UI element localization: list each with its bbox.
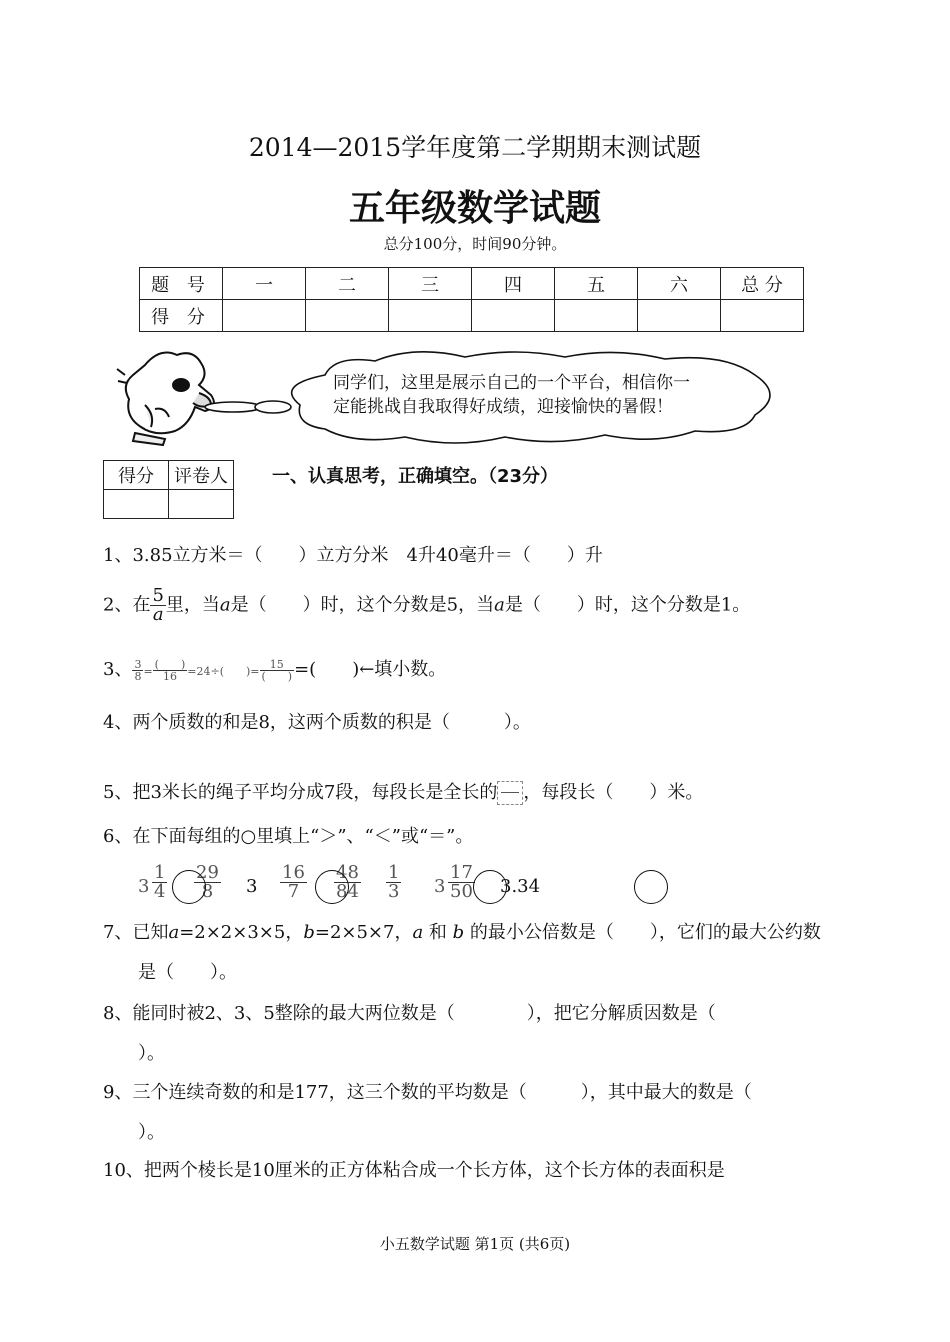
cmp-e-den: 84: [336, 881, 359, 902]
score-table-score-row: [140, 300, 804, 332]
q2-fraction: [150, 587, 165, 624]
cmp-d-frac: [280, 864, 307, 901]
question-7: [103, 918, 821, 944]
q2-var-1: a: [219, 594, 231, 616]
score-blank: [555, 300, 638, 332]
cmp-c-whole: 3: [246, 876, 258, 897]
grader-score-label: 得分: [104, 461, 169, 490]
q3-f1-denominator: 8: [134, 669, 142, 683]
q2-denominator: a: [152, 604, 164, 625]
score-blank: [223, 300, 306, 332]
q7-var-b: b: [303, 922, 315, 943]
question-6: 6、在下面每组的○里填上“＞”、“＜”或“＝”。: [103, 826, 474, 847]
score-table-header-row: [140, 268, 804, 300]
score-cell: 题 号: [140, 268, 223, 300]
cmp-a-den: 4: [154, 881, 166, 902]
cmp-d-num: 16: [282, 862, 305, 883]
q3-f2-denominator: 16: [162, 669, 177, 683]
cmp-h-value: 3.34: [500, 876, 541, 897]
cmp-e-num: 48: [336, 862, 359, 883]
q7-text-i: 的最小公倍数是（ ），它们的最大公约数: [464, 922, 821, 943]
cmp-a-num: 1: [154, 862, 166, 883]
cmp-a-frac: [152, 864, 167, 901]
q7-var-a: a: [168, 922, 180, 943]
cmp-d-den: 7: [287, 881, 300, 902]
q2-numerator: 5: [152, 585, 164, 606]
grader-name-label: 评卷人: [169, 461, 234, 490]
q3-prefix: 3、: [103, 659, 133, 680]
q7-var-b2: b: [452, 922, 465, 943]
q7-text-g: 和: [423, 922, 453, 943]
question-4: 4、两个质数的和是8，这两个质数的积是（ ）。: [103, 712, 531, 733]
score-cell: 总 分: [721, 268, 804, 300]
q3-middle: =24÷( )=: [187, 665, 260, 678]
q2-var-2: a: [494, 594, 505, 616]
q3-fraction-2: [153, 659, 188, 682]
q7-var-a2: a: [412, 922, 424, 943]
page-title: 五年级数学试题: [348, 188, 601, 229]
cmp-g-num: 17: [450, 862, 473, 883]
speech-line-2: 定能挑战自我取得好成绩，迎接愉快的暑假！: [333, 397, 673, 417]
score-cell: 三: [389, 268, 472, 300]
compare-circle-1[interactable]: [172, 870, 206, 904]
q3-f1-numerator: 3: [134, 657, 142, 671]
q7-text-c: =2×2×3×5，: [179, 922, 304, 943]
question-7-line-2: 是（ ）。: [138, 962, 237, 983]
score-blank: [721, 300, 804, 332]
cartoon-duck-icon: [117, 353, 214, 445]
q7-text-e: =2×5×7，: [314, 922, 413, 943]
cmp-g-whole: 3: [434, 876, 446, 897]
cmp-f-den: 3: [388, 881, 400, 902]
cmp-b-den: 8: [201, 881, 214, 902]
q3-f3-denominator: ( ): [261, 669, 293, 683]
question-3: [103, 655, 446, 682]
score-blank: [306, 300, 389, 332]
q3-equals: =: [143, 665, 153, 678]
page-footer: 小五数学试题 第1页 (共6页): [379, 1235, 571, 1253]
q3-end: =( )←填小数。: [294, 659, 447, 680]
cmp-f-num: 1: [388, 862, 400, 883]
cmp-a-whole: 3: [138, 876, 150, 897]
question-1: 1、3.85立方米＝（ ）立方分米 4升40毫升＝（ ）升: [103, 545, 603, 566]
question-8-line-2: ）。: [138, 1043, 165, 1064]
question-8: 8、能同时被2、3、5整除的最大两位数是（ ），把它分解质因数是（: [103, 1003, 716, 1024]
score-cell: 一: [223, 268, 306, 300]
q2-text-b: 是（ ）时，这个分数是5，当: [230, 594, 495, 616]
score-blank: [472, 300, 555, 332]
question-9-line-2: ）。: [138, 1122, 165, 1143]
question-5: [103, 778, 703, 805]
score-blank: [638, 300, 721, 332]
score-cell: 五: [555, 268, 638, 300]
cmp-g-den: 50: [450, 881, 473, 902]
score-cell: 二: [306, 268, 389, 300]
section-heading: 一、认真思考，正确填空。（23分）: [272, 466, 559, 487]
compare-circle-4[interactable]: [634, 870, 668, 904]
grader-table: [103, 460, 234, 519]
exam-info: 总分100分，时间90分钟。: [383, 235, 567, 253]
grader-score-blank: [104, 490, 169, 519]
compare-circle-3[interactable]: [473, 870, 507, 904]
score-blank: [389, 300, 472, 332]
q7-text-a: 7、已知: [103, 922, 169, 943]
cmp-f-frac: [386, 864, 401, 901]
q5-text-a: 5、把3米长的绳子平均分成7段，每段长是全长的: [103, 782, 498, 803]
speech-line-1: 同学们，这里是展示自己的一个平台，相信你一: [333, 373, 690, 393]
score-cell: 四: [472, 268, 555, 300]
q3-f3-numerator: 15: [260, 659, 295, 671]
score-row-label: 得 分: [140, 300, 223, 332]
score-cell: 六: [638, 268, 721, 300]
q2-prefix: 2、在: [103, 594, 151, 616]
q3-fraction-3: [260, 659, 295, 682]
compare-circle-2[interactable]: [315, 870, 349, 904]
cmp-b-num: 29: [196, 862, 219, 883]
q2-text-c: 是（ ）时，这个分数是1。: [504, 594, 751, 616]
q5-text-b: ，每段长（ ）米。: [523, 782, 704, 803]
exam-term-title: 2014—2015学年度第二学期期末测试题: [248, 133, 702, 162]
question-9: 9、三个连续奇数的和是177，这三个数的平均数是（ ），其中最大的数是（: [103, 1082, 752, 1103]
q2-text-a: 里，当: [165, 594, 220, 616]
score-table: [139, 267, 804, 332]
grader-name-blank: [169, 490, 234, 519]
question-10: 10、把两个棱长是10厘米的正方体粘合成一个长方体，这个长方体的表面积是: [103, 1160, 725, 1181]
cmp-g-frac: [448, 864, 475, 901]
question-2: [103, 587, 750, 624]
q3-fraction-1: [132, 659, 143, 682]
q5-fraction-blank[interactable]: [497, 781, 523, 805]
q3-f2-numerator: ( ): [154, 657, 186, 671]
